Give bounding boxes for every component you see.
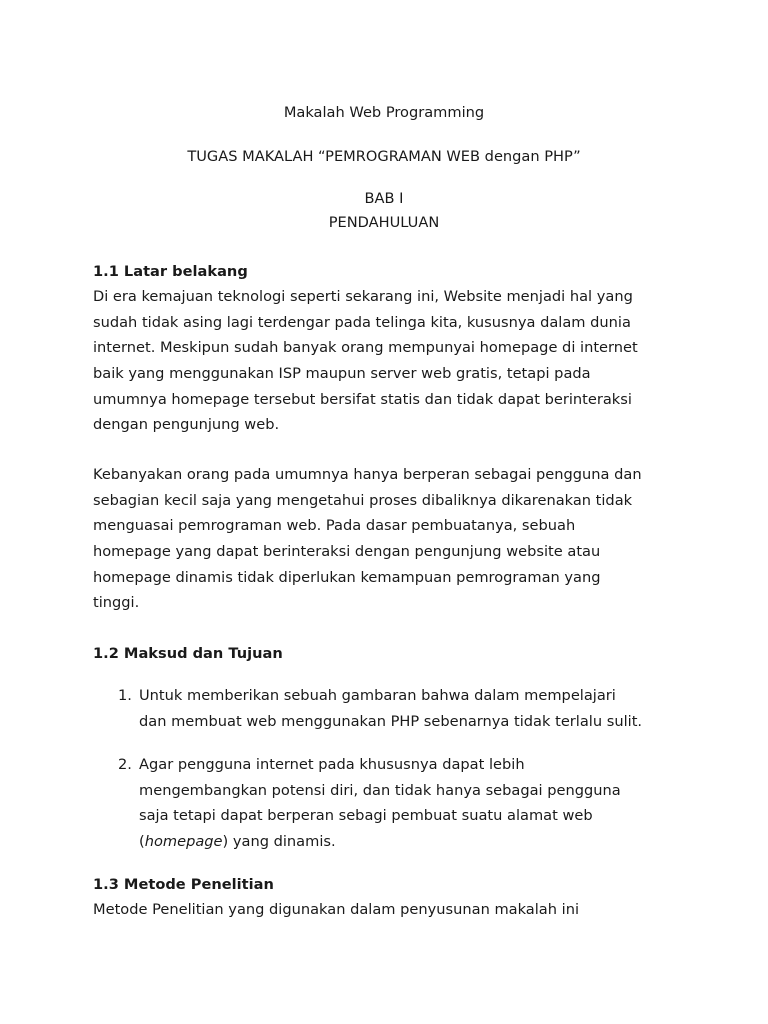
chapter-title: PENDAHULUAN: [328, 214, 440, 231]
paragraph-latar-belakang-1: [93, 284, 703, 438]
paragraph-metode-penelitian: [93, 897, 703, 923]
list-line: dan membuat web menggunakan PHP sebenarnya tidak terlalu sulit.: [139, 712, 643, 730]
paragraph-line: Metode Penelitian yang digunakan dalam penyusunan makalah ini: [93, 901, 579, 918]
list-line-prefix: (: [139, 833, 145, 851]
paragraph-line: tinggi.: [93, 594, 140, 612]
paragraph-line: umumnya homepage tersebut bersifat statis dan tidak dapat berinteraksi: [93, 390, 632, 408]
italic-term: homepage: [144, 833, 223, 851]
list-item-text: [139, 752, 699, 855]
list-line: saja tetapi dapat berperan sebagi pembuat suatu alamat web: [139, 807, 593, 825]
paragraph-line: sebagian kecil saja yang mengetahui proses dibaliknya dikarenakan tidak: [93, 491, 633, 509]
paragraph-line: Kebanyakan orang pada umumnya hanya berperan sebagai pengguna dan: [93, 466, 642, 483]
list-line: Untuk memberikan sebuah gambaran bahwa dalam mempelajari: [139, 687, 616, 704]
paragraph-line: baik yang menggunakan ISP maupun server web gratis, tetapi pada: [93, 365, 591, 383]
document-title: Makalah Web Programming: [283, 104, 485, 121]
list-number: 1.: [118, 687, 132, 704]
paragraph-line: internet. Meskipun sudah banyak orang mempunyai homepage di internet: [93, 339, 638, 357]
paragraph-line: homepage dinamis tidak diperlukan kemampuan pemrograman yang: [93, 568, 601, 586]
paragraph-line: Di era kemajuan teknologi seperti sekarang ini, Website menjadi hal yang: [93, 288, 633, 305]
list-line-last: [139, 829, 699, 855]
document-subtitle: TUGAS MAKALAH “PEMROGRAMAN WEB dengan PHP”: [187, 148, 581, 165]
paragraph-line: homepage yang dapat berinteraksi dengan pengunjung website atau: [93, 543, 601, 561]
list-line-suffix: ) yang dinamis.: [222, 833, 336, 851]
paragraph-line: dengan pengunjung web.: [93, 416, 280, 434]
paragraph-line: sudah tidak asing lagi terdengar pada telinga kita, kususnya dalam dunia: [93, 313, 631, 331]
section-heading-1-2: 1.2 Maksud dan Tujuan: [93, 645, 283, 662]
list-item-text: [139, 683, 699, 734]
section-heading-1-3: 1.3 Metode Penelitian: [93, 876, 274, 893]
paragraph-latar-belakang-2: [93, 462, 703, 616]
paragraph-line: menguasai pemrograman web. Pada dasar pembuatanya, sebuah: [93, 517, 576, 535]
list-line: mengembangkan potensi diri, dan tidak hanya sebagai pengguna: [139, 781, 621, 799]
list-line: Agar pengguna internet pada khususnya dapat lebih: [139, 756, 525, 773]
chapter-number: BAB I: [364, 190, 404, 207]
section-heading-1-1: 1.1 Latar belakang: [93, 263, 248, 280]
list-number: 2.: [118, 756, 132, 773]
